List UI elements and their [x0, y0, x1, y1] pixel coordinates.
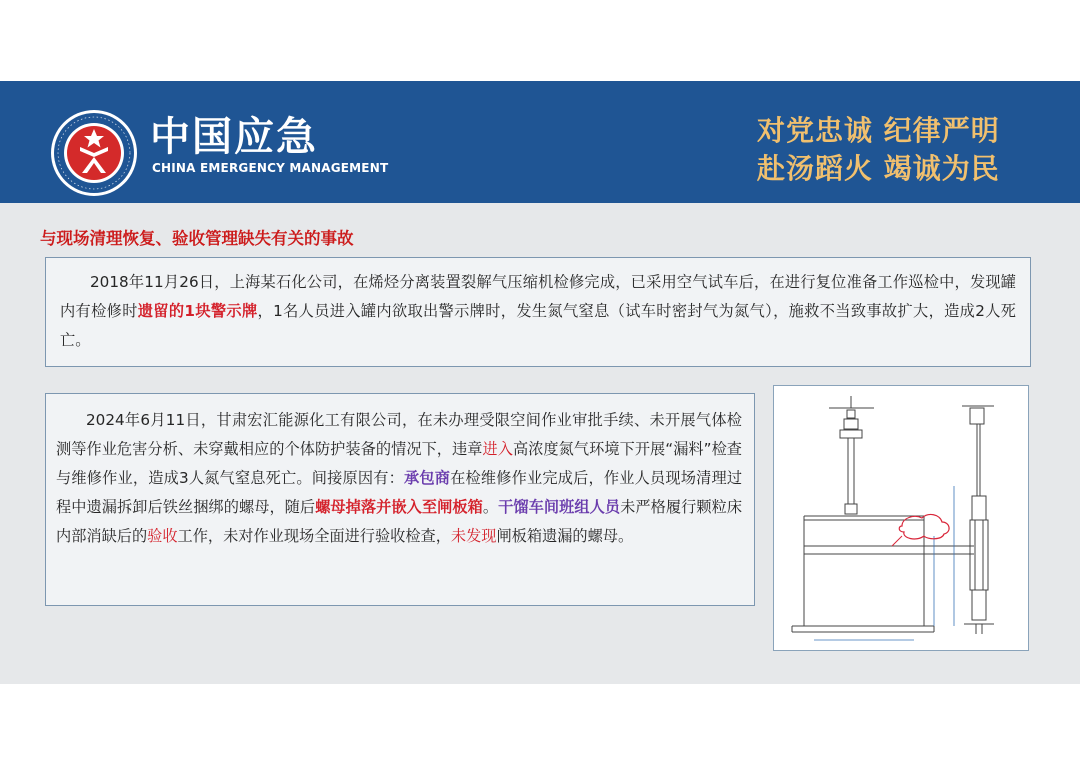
- highlight-not-found: 未发现: [450, 527, 497, 545]
- case-2-box: [45, 393, 755, 606]
- highlight-team: 干馏车间班组人员: [498, 498, 621, 516]
- slogan-line-2: 赴汤蹈火 竭诚为民: [757, 152, 1000, 185]
- slogan-line-1: 对党忠诚 纪律严明: [757, 114, 1000, 147]
- highlight-contractor: 承包商: [404, 469, 451, 487]
- case-2-text: 2024年6月11日，甘肃宏汇能源化工有限公司，在未办理受限空间作业审批手续、未开展气体检测等作业危害分析、未穿戴相应的个体防护装备的情况下，违章进入高浓度氮气环境下开展“漏料”检查与维修作业，造成3人氮气窒息死亡。间接原因有：承包商在检维修作业完成后，作业人员现场清理过程中遗漏拆卸后铁丝捆绑的螺母，随后螺母掉落并嵌入至闸板箱。干馏车间班组人员未严格履行颗粒床内部消缺后的验收工作，未对作业现场全面进行验收检查，未发现闸板箱遗漏的螺母。: [56, 411, 743, 545]
- emergency-management-logo-icon: [50, 109, 138, 197]
- case-1-text: 2018年11月26日，上海某石化公司，在烯烃分离装置裂解气压缩机检修完成，已采用空气试车后，在进行复位准备工作巡检中，发现罐内有检修时遗留的1块警示牌，1名人员进入罐内欲取出警示牌时，发生氮气窒息（试车时密封气为氮气），施救不当致事故扩大，造成2人死亡。: [60, 273, 1016, 349]
- engineering-drawing-icon: [774, 386, 1027, 649]
- highlight-nut-fell: 螺母掉落并嵌入至闸板箱: [315, 498, 483, 516]
- highlight-enter: 进入: [482, 440, 513, 458]
- section-title: 与现场清理恢复、验收管理缺失有关的事故: [40, 229, 354, 248]
- brand-name-cn: 中国应急: [150, 114, 318, 160]
- slide: [0, 81, 1080, 684]
- highlight-leftover-sign: 遗留的1块警示牌: [137, 302, 258, 320]
- header-banner: [0, 81, 1080, 203]
- case-1-box: [45, 257, 1031, 367]
- highlight-acceptance: 验收: [147, 527, 178, 545]
- brand-name-en: CHINA EMERGENCY MANAGEMENT: [152, 161, 389, 175]
- gate-box-diagram: [773, 385, 1029, 651]
